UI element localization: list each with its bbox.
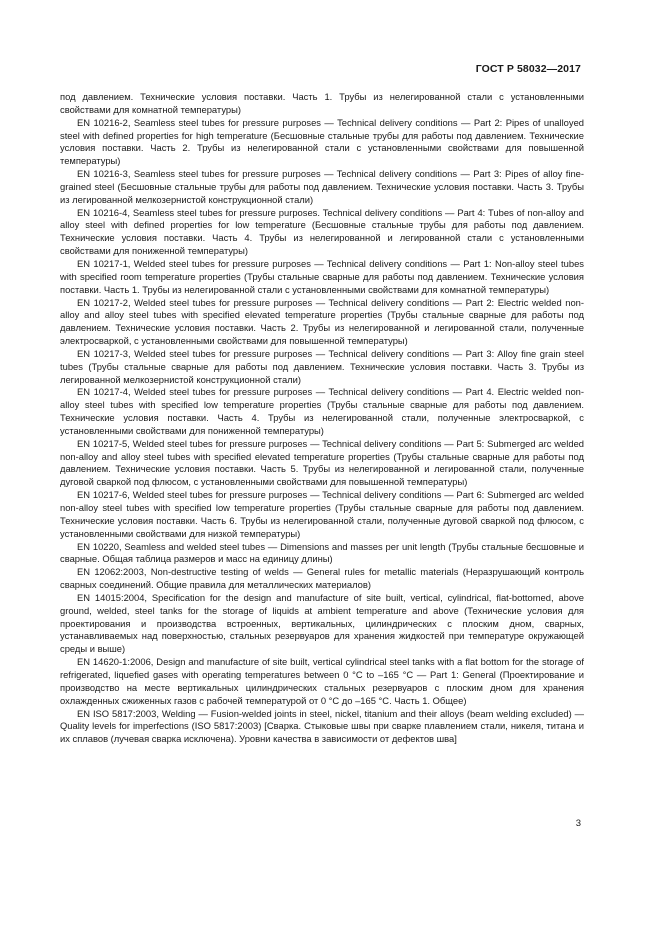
reference-paragraph: EN 10216-2, Seamless steel tubes for pressure purposes — Technical delivery conditions — Part 2: Pipes of unalloyed steel with defined properties for high temperature (Бесшовные стальные трубы для работы под давлением. Технические условия поставки. Часть 2. Трубы из нелегированной стали с установленными свойствами для повышенной температуры) (60, 116, 584, 167)
references-list (60, 91, 584, 746)
reference-paragraph: EN 14015:2004, Specification for the design and manufacture of site built, vertical, cylindrical, flat-bottomed, above ground, welded, steel tanks for the storage of liquids at ambient temperature and above (Технические условия для проектирования и производства встроенных, вертикальных, цилиндрических с плоским дном, сварных, устанавливаемых над поверхностью, стальных резервуаров для хранения жидкостей при температуре окружающей среды и выше) (60, 591, 584, 655)
reference-paragraph: EN 10217-2, Welded steel tubes for pressure purposes — Technical delivery conditions — Part 2: Electric welded non-alloy and alloy steel tubes with specified elevated temperature properties (Трубы стальные сварные для работы под давлением. Технические условия поставки. Часть 2. Трубы из нелегированной и легированной стали, полученные электросваркой, с установленными свойствами для повышенной температуры) (60, 296, 584, 347)
reference-paragraph: EN 12062:2003, Non-destructive testing of welds — General rules for metallic materials (Неразрушающий контроль сварных соединений. Общие правила для металлических материалов) (60, 566, 584, 591)
page-number: 3 (575, 818, 581, 829)
standard-id-header: ГОСТ Р 58032—2017 (475, 63, 581, 75)
reference-paragraph: EN 10217-3, Welded steel tubes for pressure purposes — Technical delivery conditions — Part 3: Alloy fine grain steel tubes (Трубы стальные сварные для работы под давлением. Технические условия поставки. Часть 3. Трубы из легированной мелкозернистой конструкционной стали) (60, 347, 584, 385)
reference-paragraph: EN 10217-4, Welded steel tubes for pressure purposes — Technical delivery conditions — Part 4. Electric welded non-alloy steel tubes with specified low temperature properties (Трубы стальные сварные для работы под давлением. Технические условия поставки. Часть 4. Трубы из нелегированной стали, полученные электросваркой, с установленными свойствами для пониженной температуры) (60, 386, 584, 436)
reference-paragraph: EN 10217-6, Welded steel tubes for pressure purposes — Technical delivery conditions — Part 6: Submerged arc welded non-alloy steel tubes with specified low temperature properties (Трубы стальные сварные для работы под давлением. Технические условия поставки. Часть 6. Трубы из нелегированной стали, полученные дуговой сваркой под флюсом, с установленными свойствами для низкой температуры) (60, 489, 584, 539)
reference-paragraph: EN 14620-1:2006, Design and manufacture of site built, vertical cylindrical steel tanks with a flat bottom for the storage of refrigerated, liquefied gases with operating temperatures between 0 °C to –165 °C — Part 1: General (Проектирование и производство на месте вертикальных цилиндрических стальных резервуаров с плоским дном для хранения охлажденных сжиженных газов с рабочей температурой от 0 °C до –165 °C. Часть 1. Общее) (60, 656, 584, 706)
reference-paragraph: под давлением. Технические условия поставки. Часть 1. Трубы из нелегированной стали с установленными свойствами для комнатной температуры) (60, 91, 584, 115)
reference-paragraph: EN 10216-4, Seamless steel tubes for pressure purposes. Technical delivery conditions — Part 4: Tubes of non-alloy and alloy steel with defined properties for low temperature (Бесшовные стальные трубы для работы под давлением. Технические условия поставки. Часть 4. Трубы из нелегированной и легированной стали с установленными свойствами для пониженной температуры) (60, 206, 584, 257)
reference-paragraph: EN ISO 5817:2003, Welding — Fusion-welded joints in steel, nickel, titanium and their alloys (beam welding excluded) — Quality levels for imperfections (ISO 5817:2003) [Сварка. Стыковые швы при сварке плавлением стали, никеля, титана и их сплавов (лучевая сварка исключена). Уровни качества в зависимости от дефектов шва] (60, 707, 584, 745)
reference-paragraph: EN 10217-5, Welded steel tubes for pressure purposes — Technical delivery conditions — Part 5: Submerged arc welded non-alloy and alloy steel tubes with specified elevated temperature properties (Трубы стальные сварные для работы под давлением. Технические условия поставки. Часть 5. Трубы из нелегированной и легированной стали, полученные дуговой сваркой под флюсом, с установленными свойствами для повышенной температуры) (60, 437, 584, 488)
reference-paragraph: EN 10216-3, Seamless steel tubes for pressure purposes — Technical delivery conditions — Part 3: Pipes of alloy fine-grained steel (Бесшовные стальные трубы для работы под давлением. Технические условия поставки. Часть 3. Трубы из легированной мелкозернистой конструкционной стали) (60, 168, 584, 205)
reference-paragraph: EN 10220, Seamless and welded steel tubes — Dimensions and masses per unit length (Трубы стальные бесшовные и сварные. Общая таблица размеров и масс на единицу длины) (60, 540, 584, 565)
reference-paragraph: EN 10217-1, Welded steel tubes for pressure purposes — Technical delivery conditions — Part 1: Non-alloy steel tubes with specified room temperature properties (Трубы стальные сварные для работы под давлением. Технические условия поставки. Часть 1. Трубы из нелегированной стали с установленными свойствами для комнатной температуры) (60, 257, 584, 295)
